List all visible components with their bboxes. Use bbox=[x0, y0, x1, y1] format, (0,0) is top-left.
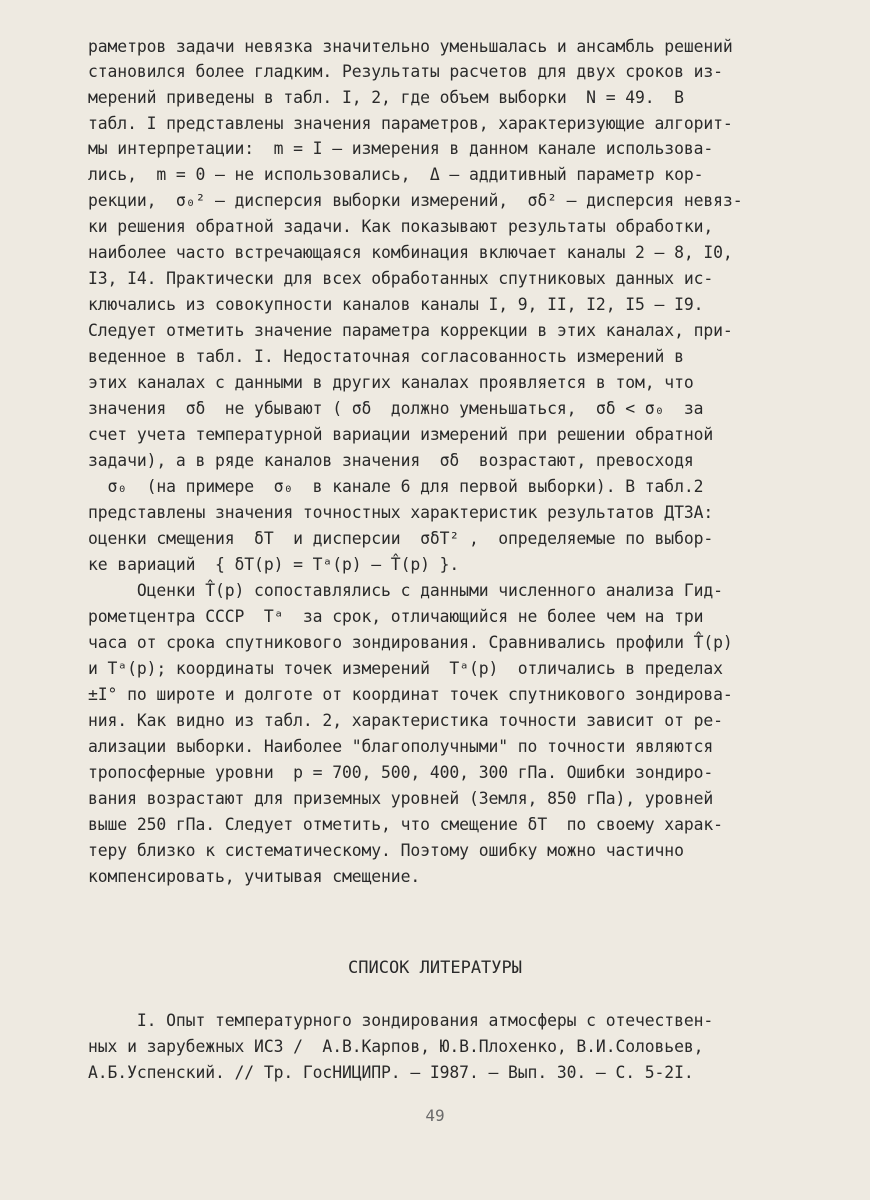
body-line: мы интерпретации: m = I – измерения в данном канале использова- bbox=[88, 139, 714, 158]
body-line: представлены значения точностных характеристик результатов ДТЗА: bbox=[88, 503, 714, 522]
body-line: I3, I4. Практически для всех обработанных спутниковых данных ис- bbox=[88, 269, 714, 288]
body-line: и Tᵃ(p); координаты точек измерений Tᵃ(p) отличались в пределах bbox=[88, 659, 723, 678]
body-line: рекции, σ₀² – дисперсия выборки измерений, σδ² – дисперсия невяз- bbox=[88, 191, 743, 210]
body-line: вания возрастают для приземных уровней (Земля, 850 гПа), уровней bbox=[88, 789, 714, 808]
body-line: веденное в табл. I. Недостаточная согласованность измерений в bbox=[88, 347, 684, 366]
body-line: этих каналах с данными в других каналах проявляется в том, что bbox=[88, 373, 694, 392]
body-line: наиболее часто встречающаяся комбинация включает каналы 2 – 8, I0, bbox=[88, 243, 733, 262]
body-line: ализации выборки. Наиболее "благополучными" по точности являются bbox=[88, 737, 714, 756]
body-line: становился более гладким. Результаты расчетов для двух сроков из- bbox=[88, 62, 723, 81]
body-line: σ₀ (на примере σ₀ в канале 6 для первой выборки). В табл.2 bbox=[88, 477, 704, 496]
body-line: ±I° по широте и долготе от координат точек спутникового зондирова- bbox=[88, 685, 733, 704]
reference-line: А.Б.Успенский. // Тр. ГосНИЦИПР. – I987. – Вып. 30. – С. 5-2I. bbox=[88, 1063, 694, 1082]
body-line: задачи), а в ряде каналов значения σδ возрастают, превосходя bbox=[88, 451, 694, 470]
body-line: часа от срока спутникового зондирования. Сравнивались профили T̂(p) bbox=[88, 633, 733, 652]
body-line: ки решения обратной задачи. Как показывают результаты обработки, bbox=[88, 217, 714, 236]
reference-line: I. Опыт температурного зондирования атмосферы с отечествен- bbox=[88, 1011, 714, 1030]
body-line: Оценки T̂(p) сопоставлялись с данными численного анализа Гид- bbox=[88, 581, 723, 600]
body-line: табл. I представлены значения параметров, характеризующие алгорит- bbox=[88, 114, 733, 133]
body-line: рометцентра СССР Tᵃ за срок, отличающийся не более чем на три bbox=[88, 607, 704, 626]
body-line: ке вариаций { δT(p) = Tᵃ(p) – T̂(p) }. bbox=[88, 555, 460, 574]
body-line: значения σδ не убывают ( σδ должно уменьшаться, σδ < σ₀ за bbox=[88, 399, 704, 418]
page-number: 49 bbox=[425, 1106, 445, 1125]
reference-line: ных и зарубежных ИСЗ / А.В.Карпов, Ю.В.Плохенко, В.И.Соловьев, bbox=[88, 1037, 704, 1056]
body-line: теру близко к систематическому. Поэтому ошибку можно частично bbox=[88, 841, 684, 860]
body-line: лись, m = 0 – не использовались, Δ – аддитивный параметр кор- bbox=[88, 165, 704, 184]
references-heading: СПИСОК ЛИТЕРАТУРЫ bbox=[348, 958, 522, 978]
body-line: ния. Как видно из табл. 2, характеристика точности зависит от ре- bbox=[88, 711, 723, 730]
body-line: выше 250 гПа. Следует отметить, что смещение δT по своему харак- bbox=[88, 815, 723, 834]
body-line: мерений приведены в табл. I, 2, где объем выборки N = 49. В bbox=[88, 88, 684, 107]
body-line: раметров задачи невязка значительно уменьшалась и ансамбль решений bbox=[88, 37, 733, 56]
body-line: счет учета температурной вариации измерений при решении обратной bbox=[88, 425, 714, 444]
body-line: компенсировать, учитывая смещение. bbox=[88, 867, 421, 886]
body-line: тропосферные уровни p = 700, 500, 400, 300 гПа. Ошибки зондиро- bbox=[88, 763, 714, 782]
body-line: ключались из совокупности каналов каналы I, 9, II, I2, I5 – I9. bbox=[88, 295, 704, 314]
body-line: оценки смещения δT и дисперсии σδT² , определяемые по выбор- bbox=[88, 529, 714, 548]
body-line: Следует отметить значение параметра коррекции в этих каналах, при- bbox=[88, 321, 733, 340]
